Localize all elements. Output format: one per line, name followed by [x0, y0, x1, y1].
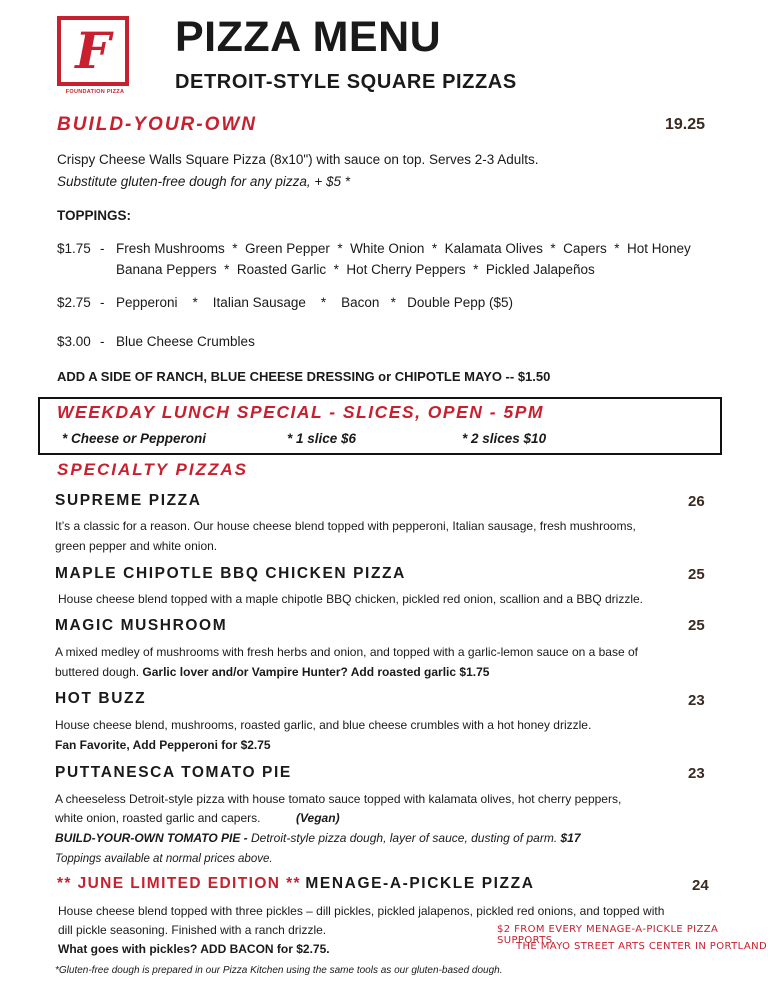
- pizza-price: 25: [688, 617, 705, 634]
- tier-toppings: Blue Cheese Crumbles: [116, 334, 255, 349]
- pizza-description: House cheese blend topped with a maple chipotle BBQ chicken, pickled red onion, scallion and a BBQ drizzle.: [58, 592, 644, 606]
- lunch-item: * 1 slice $6: [287, 431, 357, 446]
- limited-edition-heading: [57, 875, 535, 893]
- tier-dash: -: [100, 334, 105, 349]
- pizza-description: A mixed medley of mushrooms with fresh herbs and onion, and topped with a garlic-lemon sauce on a base of: [55, 645, 638, 659]
- pizza-addon-note: Garlic lover and/or Vampire Hunter? Add roasted garlic $1.75: [142, 665, 490, 679]
- tier-toppings: Pepperoni * Italian Sausage * Bacon * Double Pepp ($5): [116, 295, 513, 310]
- byo-tomato-pie-label: BUILD-YOUR-OWN TOMATO PIE -: [55, 831, 248, 845]
- tier-price: $1.75: [57, 241, 91, 256]
- vegan-badge: (Vegan): [296, 811, 340, 825]
- limited-edition-prefix: ** JUNE LIMITED EDITION **: [57, 875, 301, 892]
- pizza-description: white onion, roasted garlic and capers.: [55, 811, 261, 825]
- logo-caption: FOUNDATION PIZZA: [65, 89, 125, 95]
- tier-toppings: Fresh Mushrooms * Green Pepper * White Onion * Kalamata Olives * Capers * Hot Honey: [116, 241, 691, 256]
- gluten-free-footnote: *Gluten-free dough is prepared in our Pizza Kitchen using the same tools as our gluten-based dough.: [55, 965, 503, 976]
- pizza-price: 23: [688, 692, 705, 709]
- toppings-note: Toppings available at normal prices above.: [55, 853, 273, 865]
- logo-letter: F: [75, 21, 111, 80]
- pizza-description: House cheese blend topped with three pickles – dill pickles, pickled jalapenos, pickled red onions, and topped with: [58, 904, 665, 918]
- pizza-price: 26: [688, 493, 705, 510]
- pizza-name: MAPLE CHIPOTLE BBQ CHICKEN PIZZA: [55, 565, 406, 582]
- pizza-description: dill pickle seasoning. Finished with a ranch drizzle.: [58, 923, 327, 937]
- toppings-label: TOPPINGS:: [57, 208, 132, 223]
- pizza-name: PUTTANESCA TOMATO PIE: [55, 764, 292, 781]
- byo-tomato-pie-text: Detroit-style pizza dough, layer of sauce, dusting of parm.: [251, 831, 558, 845]
- byo-gluten-free-note: Substitute gluten-free dough for any pizza, + $5 *: [57, 174, 351, 189]
- pizza-price: 24: [692, 877, 709, 894]
- tier-dash: -: [100, 295, 105, 310]
- tier-price: $3.00: [57, 334, 91, 349]
- pizza-price: 25: [688, 566, 705, 583]
- tier-toppings: Banana Peppers * Roasted Garlic * Hot Cherry Peppers * Pickled Jalapeños: [116, 262, 595, 277]
- pizza-name: MENAGE-A-PICKLE PIZZA: [305, 875, 535, 892]
- specialty-heading: SPECIALTY PIZZAS: [57, 460, 249, 479]
- tier-price: $2.75: [57, 295, 91, 310]
- pizza-name: HOT BUZZ: [55, 690, 147, 707]
- logo: [57, 16, 129, 86]
- pizza-description: [55, 663, 489, 682]
- pizza-name: SUPREME PIZZA: [55, 492, 202, 509]
- pizza-description-text: buttered dough.: [55, 665, 140, 679]
- pizza-description: green pepper and white onion.: [55, 539, 218, 553]
- lunch-item: * 2 slices $10: [462, 431, 547, 446]
- donation-note: $2 FROM EVERY MENAGE-A-PICKLE PIZZA SUPPORTS: [497, 924, 719, 946]
- pizza-description: House cheese blend, mushrooms, roasted garlic, and blue cheese crumbles with a hot honey drizzle.: [55, 718, 592, 732]
- donation-note: THE MAYO STREET ARTS CENTER IN PORTLAND: [516, 941, 768, 952]
- page-subtitle: DETROIT-STYLE SQUARE PIZZAS: [175, 71, 517, 93]
- pizza-price: 23: [688, 765, 705, 782]
- pizza-addon-note: Fan Favorite, Add Pepperoni for $2.75: [55, 738, 271, 752]
- byo-heading: BUILD-YOUR-OWN: [57, 114, 258, 135]
- lunch-special-heading: WEEKDAY LUNCH SPECIAL - SLICES, OPEN - 5PM: [57, 402, 544, 422]
- byo-description: Crispy Cheese Walls Square Pizza (8x10") with sauce on top. Serves 2-3 Adults.: [57, 152, 539, 167]
- pizza-description: It’s a classic for a reason. Our house cheese blend topped with pepperoni, Italian sausage, fresh mushrooms,: [55, 519, 636, 533]
- pizza-addon-note: What goes with pickles? ADD BACON for $2.75.: [58, 942, 330, 956]
- lunch-item: * Cheese or Pepperoni: [62, 431, 207, 446]
- pizza-description: A cheeseless Detroit-style pizza with house tomato sauce topped with kalamata olives, hot cherry peppers,: [55, 792, 622, 806]
- pizza-name: MAGIC MUSHROOM: [55, 617, 228, 634]
- byo-tomato-pie-price: $17: [560, 831, 581, 845]
- byo-price: 19.25: [665, 116, 706, 133]
- tier-dash: -: [100, 241, 105, 256]
- byo-tomato-pie: [55, 829, 581, 848]
- side-sauce-note: ADD A SIDE OF RANCH, BLUE CHEESE DRESSING or CHIPOTLE MAYO -- $1.50: [57, 369, 551, 384]
- page-title: PIZZA MENU: [175, 13, 442, 61]
